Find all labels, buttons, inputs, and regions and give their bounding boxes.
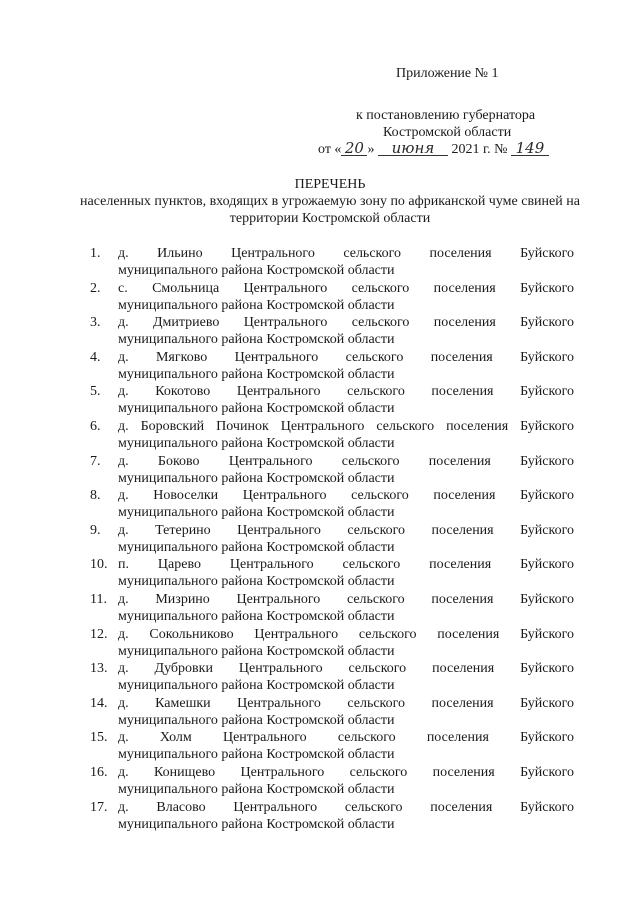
item-text-line2: муниципального района Костромской области xyxy=(118,297,395,313)
list-item xyxy=(90,591,574,626)
item-number: 3. xyxy=(90,315,101,331)
item-number: 1. xyxy=(90,246,101,261)
list-item xyxy=(90,556,574,591)
item-text-line2: муниципального района Костромской области xyxy=(118,781,395,797)
item-text-line1: д. Мизрино Центрального сельского поселения Буйского xyxy=(118,591,574,607)
item-number: 2. xyxy=(90,280,101,296)
item-text-line2: муниципального района Костромской области xyxy=(118,401,395,417)
item-number: 11. xyxy=(90,591,107,607)
item-text xyxy=(118,487,574,521)
list-item xyxy=(90,660,574,695)
document-title xyxy=(60,176,600,227)
list-item xyxy=(90,349,574,384)
item-text xyxy=(118,626,574,660)
item-text-line1: д. Дубровки Центрального сельского поселения Буйского xyxy=(118,661,574,677)
item-text xyxy=(118,695,574,729)
item-text xyxy=(118,591,574,625)
title-heading: ПЕРЕЧЕНЬ xyxy=(294,177,366,192)
item-text-line2: муниципального района Костромской области xyxy=(118,539,395,555)
item-text xyxy=(118,729,574,763)
list-item xyxy=(90,487,574,522)
item-number: 5. xyxy=(90,384,101,400)
list-item xyxy=(90,280,574,315)
item-text xyxy=(118,522,574,556)
item-text-line2: муниципального района Костромской области xyxy=(118,435,395,451)
item-text xyxy=(118,453,574,487)
item-text-line1: с. Смольница Центрального сельского поселения Буйского xyxy=(118,280,574,296)
list-item xyxy=(90,729,574,764)
appendix-label: Приложение № 1 xyxy=(396,66,499,81)
item-text xyxy=(118,660,574,694)
item-text-line1: д. Ильино Центрального сельского поселения Буйского xyxy=(118,246,574,261)
date-year-part: 2021 г. № xyxy=(451,142,508,157)
decree-date-line xyxy=(318,139,549,158)
list-item xyxy=(90,799,574,834)
list-item xyxy=(90,245,574,280)
item-text-line2: муниципального района Костромской области xyxy=(118,678,395,694)
item-text-line1: д. Холм Центрального сельского поселения Буйского xyxy=(118,730,574,746)
item-number: 7. xyxy=(90,453,101,469)
decree-reference: к постановлению губернатора xyxy=(356,108,536,123)
item-number: 8. xyxy=(90,488,101,504)
item-text-line2: муниципального района Костромской области xyxy=(118,712,395,728)
item-text-line2: муниципального района Костромской области xyxy=(118,470,395,486)
item-text-line1: д. Камешки Центрального сельского поселения Буйского xyxy=(118,695,574,711)
item-text-line2: муниципального района Костромской области xyxy=(118,608,395,624)
item-text-line1: д. Дмитриево Центрального сельского поселения Буйского xyxy=(118,315,574,331)
item-text-line2: муниципального района Костромской области xyxy=(118,332,395,348)
list-item xyxy=(90,764,574,799)
item-text xyxy=(118,383,574,417)
handwritten-day: 20 xyxy=(341,142,367,156)
item-text-line2: муниципального района Костромской области xyxy=(118,366,395,382)
item-text-line1: д. Власово Центрального сельского поселения Буйского xyxy=(118,799,574,815)
item-text xyxy=(118,349,574,383)
settlement-list xyxy=(90,245,574,833)
item-text xyxy=(118,280,574,314)
item-text-line1: д. Сокольниково Центрального сельского поселения Буйского xyxy=(118,626,574,642)
item-number: 13. xyxy=(90,661,108,677)
item-number: 12. xyxy=(90,626,108,642)
handwritten-month: июня xyxy=(378,142,448,156)
item-text-line1: д. Боровский Починок Центрального сельского поселения Буйского xyxy=(118,418,574,434)
item-text-line1: д. Мягково Центрального сельского поселения Буйского xyxy=(118,349,574,365)
item-text-line1: д. Новоселки Центрального сельского поселения Буйского xyxy=(118,488,574,504)
date-prefix: от « xyxy=(318,142,342,157)
item-text-line1: д. Тетерино Центрального сельского поселения Буйского xyxy=(118,522,574,538)
item-text-line1: д. Боково Центрального сельского поселения Буйского xyxy=(118,453,574,469)
item-text-line2: муниципального района Костромской области xyxy=(118,263,395,278)
list-item xyxy=(90,522,574,557)
item-number: 10. xyxy=(90,557,108,573)
item-text-line2: муниципального района Костромской области xyxy=(118,747,395,763)
item-text xyxy=(118,314,574,348)
item-text xyxy=(118,556,574,590)
list-item xyxy=(90,695,574,730)
item-text-line1: д. Конищево Центрального сельского поселения Буйского xyxy=(118,764,574,780)
item-text-line2: муниципального района Костромской области xyxy=(118,816,395,832)
item-number: 6. xyxy=(90,418,101,434)
item-number: 17. xyxy=(90,799,108,815)
list-item xyxy=(90,314,574,349)
item-number: 16. xyxy=(90,764,108,780)
item-number: 14. xyxy=(90,695,108,711)
list-item xyxy=(90,383,574,418)
item-text xyxy=(118,764,574,798)
item-text xyxy=(118,799,574,833)
item-text xyxy=(118,245,574,279)
list-item xyxy=(90,626,574,661)
item-number: 4. xyxy=(90,349,101,365)
item-text-line1: д. Кокотово Центрального сельского поселения Буйского xyxy=(118,384,574,400)
list-item xyxy=(90,418,574,453)
handwritten-number: 149 xyxy=(511,142,549,156)
item-number: 15. xyxy=(90,730,108,746)
region-name: Костромской области xyxy=(383,125,512,140)
item-number: 9. xyxy=(90,522,101,538)
item-text-line2: муниципального района Костромской области xyxy=(118,505,395,521)
item-text xyxy=(118,418,574,452)
item-text-line2: муниципального района Костромской области xyxy=(118,574,395,590)
item-text-line2: муниципального района Костромской области xyxy=(118,643,395,659)
item-text-line1: п. Царево Центрального сельского поселения Буйского xyxy=(118,557,574,573)
date-day-close: » xyxy=(367,142,375,157)
title-subtitle: населенных пунктов, входящих в угрожаемую зону по африканской чуме свиней на территории Костромской области xyxy=(80,194,580,226)
list-item xyxy=(90,453,574,488)
